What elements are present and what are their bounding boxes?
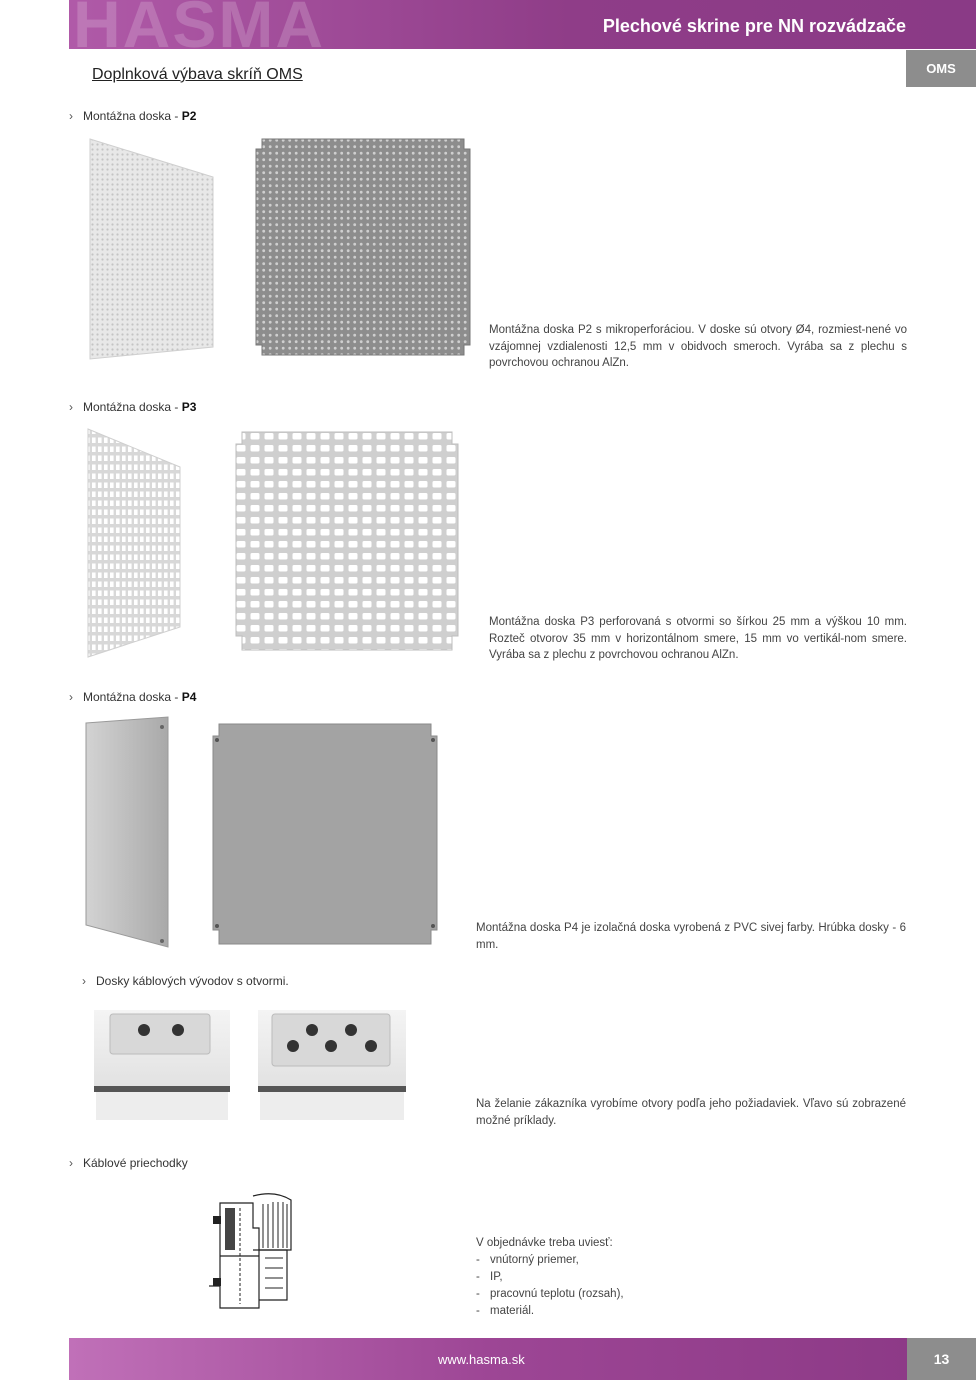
p4-plate-front-image [211,722,439,946]
section-heading-cable-plates: › Dosky káblových vývodov s otvormi. [82,974,289,988]
p4-description: Montážna doska P4 je izolačná doska vyrobená z PVC sivej farby. Hrúbka dosky - 6 mm. [476,922,906,951]
cable-glands-order-info [476,1235,624,1320]
page-title: Doplnková výbava skríň OMS [92,66,303,83]
p2-plate-perspective-image [85,137,220,362]
cable-plate-example-2-image [256,1008,408,1123]
chevron-icon: › [69,400,73,414]
chevron-icon: › [69,690,73,704]
page-number: 13 [907,1338,976,1380]
oms-tab: OMS [906,50,976,87]
p3-description: Montážna doska P3 perforovaná s otvormi so šírkou 25 mm a výškou 10 mm. Rozteč otvorov 35 mm v horizontálnom smere, 15 mm vo vertikál-nom smere. Vyrába sa z plechu z povrchovou ochranou AlZn. [489,616,907,661]
cable-plates-description: Na želanie zákazníka vyrobíme otvory podľa jeho požiadaviek. Vľavo sú zobrazené možné príklady. [476,1098,906,1127]
chevron-icon: › [69,1156,73,1170]
header-title: Plechové skrine pre NN rozvádzače [602,16,906,36]
p4-plate-perspective-image [78,715,173,951]
list-item: - vnútorný priemer, [476,1254,579,1266]
list-item: - materiál. [476,1305,535,1317]
cable-plate-example-1-image [92,1008,232,1123]
chevron-icon: › [82,974,86,988]
order-intro: V objednávke treba uviesť: [476,1237,613,1249]
cable-gland-drawing-image [205,1188,305,1316]
list-item: - IP, [476,1271,503,1283]
section-heading-cable-glands: › Káblové priechodky [69,1156,188,1170]
section-heading-p3: › Montážna doska - P3 [69,400,197,414]
chevron-icon: › [69,109,73,123]
footer-website-link[interactable]: www.hasma.sk [438,1352,525,1367]
section-heading-p2: › Montážna doska - P2 [69,109,197,123]
p3-plate-front-image [234,430,460,652]
p2-description: Montážna doska P2 s mikroperforáciou. V doske sú otvory Ø4, rozmiest-nené vo vzájomnej vzdialenosti 12,5 mm v obidvoch smeroch. Vyrába sa z plechu s povrchovou ochranou AlZn. [489,324,907,369]
list-item: - pracovnú teplotu (rozsah), [476,1288,624,1300]
section-heading-p4: › Montážna doska - P4 [69,690,197,704]
p2-plate-front-image [254,137,472,357]
brand-watermark: HASMA [73,0,325,49]
p3-plate-perspective-image [85,427,185,659]
page-header [69,0,976,49]
